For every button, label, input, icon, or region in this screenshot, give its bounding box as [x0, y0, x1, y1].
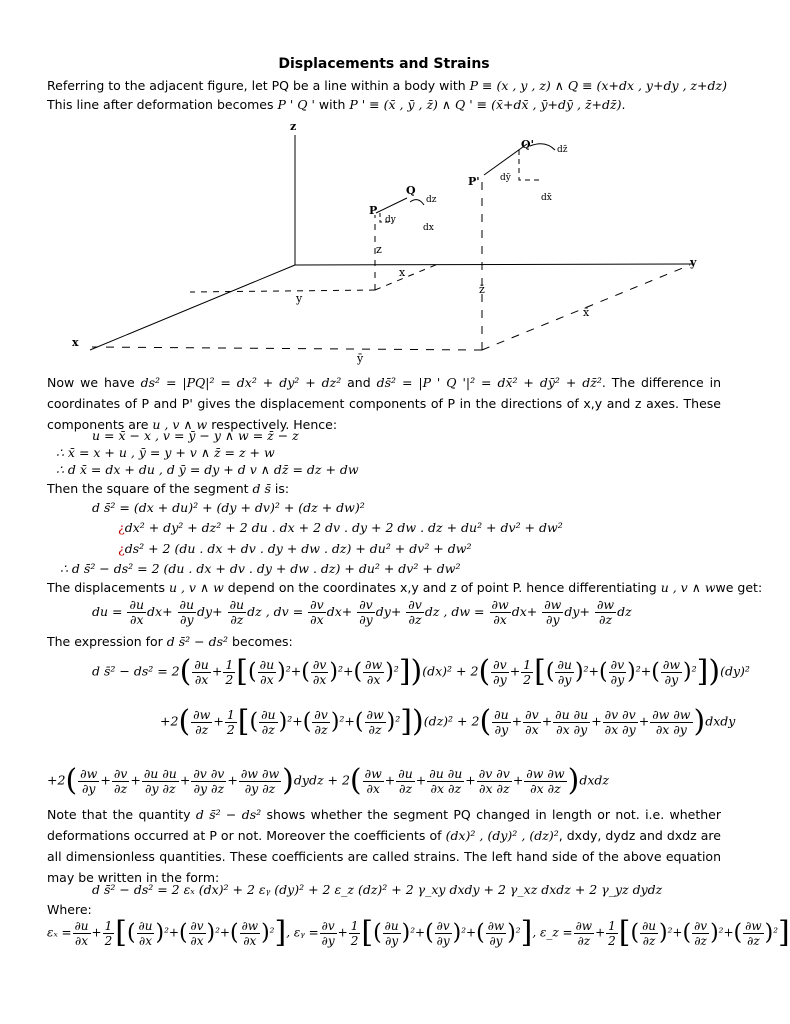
eq-normal-strains: εₓ = $\frac{\partial u}{\partial x}$ + $\frac{1}{2}$ [( $\frac{\partial u}{\partial x}$ )²+( $\frac{\partial v}{\partial x}$ )²+( $\frac{\partial w}{\partial x}$ )²], εᵧ = $\frac{\partial v}{\partial y}$ + $\frac{1}{2}$ [( $\frac{\partial u}{\partial y}$ )²+( $\frac{\partial v}{\partial y}$ )²+( $\frac{\partial w}{\partial y}$ )²], ε_z = $\frac{\partial w}{\partial z}$ + $\frac{1}{2}$ [( $\frac{\partial u}{\partial z}$ )²+( $\frac{\partial v}{\partial z}$ )²+( $\frac{\partial w}{\partial z}$ )²]	[47, 915, 790, 950]
y-bar-label-2: ȳ	[357, 352, 364, 365]
x-axis	[90, 265, 295, 350]
dx-bar-label: dx̄	[541, 193, 552, 203]
deformation-figure	[0, 110, 768, 370]
dz-label: dz	[426, 195, 437, 205]
eq-deformed-coords: ∴ x̄ = x + u , ȳ = y + v ∧ z̄ = z + w	[56, 445, 275, 460]
p-dash-y	[190, 290, 375, 292]
p-dash-x	[375, 264, 438, 290]
eq-square-3: ¿ds² + 2 (du . dx + dv . dy + dw . dz) + du² + dv² + dw²	[118, 541, 472, 556]
eq-displacement-components: u = x̄ − x , v = ȳ − y ∧ w = z̄ − z	[92, 428, 299, 443]
x-label: x	[72, 336, 79, 349]
eq-total-differentials: du = $\frac{\partial u}{\partial x}$ dx+ $\frac{\partial u}{\partial y}$ dy+ $\frac{\partial u}{\partial z}$ dz , dv = $\frac{\partial v}{\partial x}$ dx+ $\frac{\partial v}{\partial y}$ dy+ $\frac{\partial v}{\partial z}$ dz , dw = $\frac{\partial w}{\partial x}$ dx+ $\frac{\partial w}{\partial y}$ dy+ $\frac{\partial w}{\partial z}$ dz	[92, 597, 632, 627]
eq-square-4: ∴ d s̄² − ds² = 2 (du . dx + dv . dy + dw . dz) + du² + dv² + dw²	[60, 561, 461, 576]
dy-label: dy	[385, 215, 396, 225]
y-label: y	[690, 256, 697, 269]
intro-line-2: This line after deformation becomes P ' Q ' with P ' ≡ (x̄ , ȳ , z̄) ∧ Q ' ≡ (x̄+dx̄ , ȳ+dȳ , z̄+dz̄).	[47, 97, 626, 112]
eq-differentials: ∴ d x̄ = dx + du , d ȳ = dy + d v ∧ dz̄ = dz + dw	[56, 462, 359, 477]
z-small-label: z	[376, 243, 382, 256]
eq-expansion-line-1: d s̄² − ds² = 2( $\frac{\partial u}{\partial x}$ + $\frac{1}{2}$ [( $\frac{\partial u}{\partial x}$ )²+( $\frac{\partial v}{\partial x}$ )²+( $\frac{\partial w}{\partial x}$ )²])(dx)² + 2( $\frac{\partial v}{\partial y}$ + $\frac{1}{2}$ [( $\frac{\partial u}{\partial y}$ )²+( $\frac{\partial v}{\partial y}$ )²+( $\frac{\partial w}{\partial y}$ )²])(dy)²	[92, 654, 750, 689]
q-prime-label: Q'	[521, 138, 534, 151]
paragraph-displacements: Now we have ds² = |PQ|² = dx² + dy² + dz² and ds̄² = |P ' Q '|² = dx̄² + dȳ² + dz̄². The difference in coordinates of P and P' gives the displacement components of P in the directions of x,y and z axes. These components are u , v ∧ w respectively. Hence:	[47, 375, 722, 432]
q-dz-curve	[410, 200, 424, 205]
square-intro: Then the square of the segment d s̄ is:	[47, 481, 290, 496]
intro-line-1: Referring to the adjacent figure, let PQ be a line within a body with P ≡ (x , y , z) ∧ Q ≡ (x+dx , y+dy , z+dz)	[47, 78, 727, 93]
x-bar-label: x̄	[583, 306, 590, 319]
dy-bar-label: dȳ	[500, 173, 511, 183]
z-label: z	[290, 120, 297, 133]
eq-expansion-line-2: +2( $\frac{\partial w}{\partial z}$ + $\frac{1}{2}$ [( $\frac{\partial u}{\partial z}$ )²+( $\frac{\partial v}{\partial z}$ )²+( $\frac{\partial w}{\partial z}$ )²])(dz)² + 2( $\frac{\partial u}{\partial y}$ + $\frac{\partial v}{\partial x}$ + $\frac{\partial u \partial u}{\partial x \partial y}$ + $\frac{\partial v \partial v}{\partial x \partial y}$ + $\frac{\partial w \partial w}{\partial x \partial y}$ )dxdy	[160, 704, 736, 739]
paragraph-strains: Note that the quantity d s̄² − ds² shows whether the segment PQ changed in length or not. i.e. whether deformations occurred at P or not. Moreover the coefficients of (dx)² , (dy)² , (dz)², dxdy, dydz and dxdz are all dimensionless quantities. These coefficients are called strains. The left hand side of the above equation may be written in the form:	[47, 807, 721, 885]
page-title: Displacements and Strains	[278, 56, 490, 72]
dz-bar-label: dz̄	[557, 145, 568, 155]
eq-square-1: d s̄² = (dx + du)² + (dy + dv)² + (dz + dw)²	[92, 500, 365, 515]
x-small-label: x	[399, 266, 406, 279]
eq-square-2: ¿dx² + dy² + dz² + 2 du . dx + 2 dv . dy + 2 dw . dz + du² + dv² + dw²	[118, 520, 563, 535]
z-bar-label: z̄	[479, 283, 485, 296]
eq-expansion-line-3: +2( $\frac{\partial w}{\partial y}$ + $\frac{\partial v}{\partial z}$ + $\frac{\partial u \partial u}{\partial y \partial z}$ + $\frac{\partial v \partial v}{\partial y \partial z}$ + $\frac{\partial w \partial w}{\partial y \partial z}$ )dydz + 2( $\frac{\partial w}{\partial x}$ + $\frac{\partial u}{\partial z}$ + $\frac{\partial u \partial u}{\partial x \partial z}$ + $\frac{\partial v \partial v}{\partial x \partial z}$ + $\frac{\partial w \partial w}{\partial x \partial z}$ )dxdz	[47, 763, 609, 798]
y-axis	[295, 264, 692, 265]
segment-pq	[376, 198, 407, 213]
y-bar-label-1: y	[296, 292, 303, 305]
p-label: P	[369, 204, 378, 217]
p-prime-label: P'	[468, 175, 480, 188]
pq-prime-components	[519, 150, 540, 180]
eq-strain-form: d s̄² − ds² = 2 εₓ (dx)² + 2 εᵧ (dy)² + 2 ε_z (dz)² + 2 γ_xy dxdy + 2 γ_xz dxdz + 2 γ_yz dydz	[92, 882, 663, 897]
expression-intro: The expression for d s̄² − ds² becomes:	[47, 634, 293, 649]
where-label: Where:	[47, 902, 92, 917]
p-prime-dash-y	[92, 347, 482, 350]
differentiation-intro: The displacements u , v ∧ w depend on the coordinates x,y and z of point P. hence differentiating u , v ∧ wwe get:	[47, 580, 763, 595]
q-label: Q	[406, 184, 416, 197]
dx-label: dx	[423, 223, 434, 233]
